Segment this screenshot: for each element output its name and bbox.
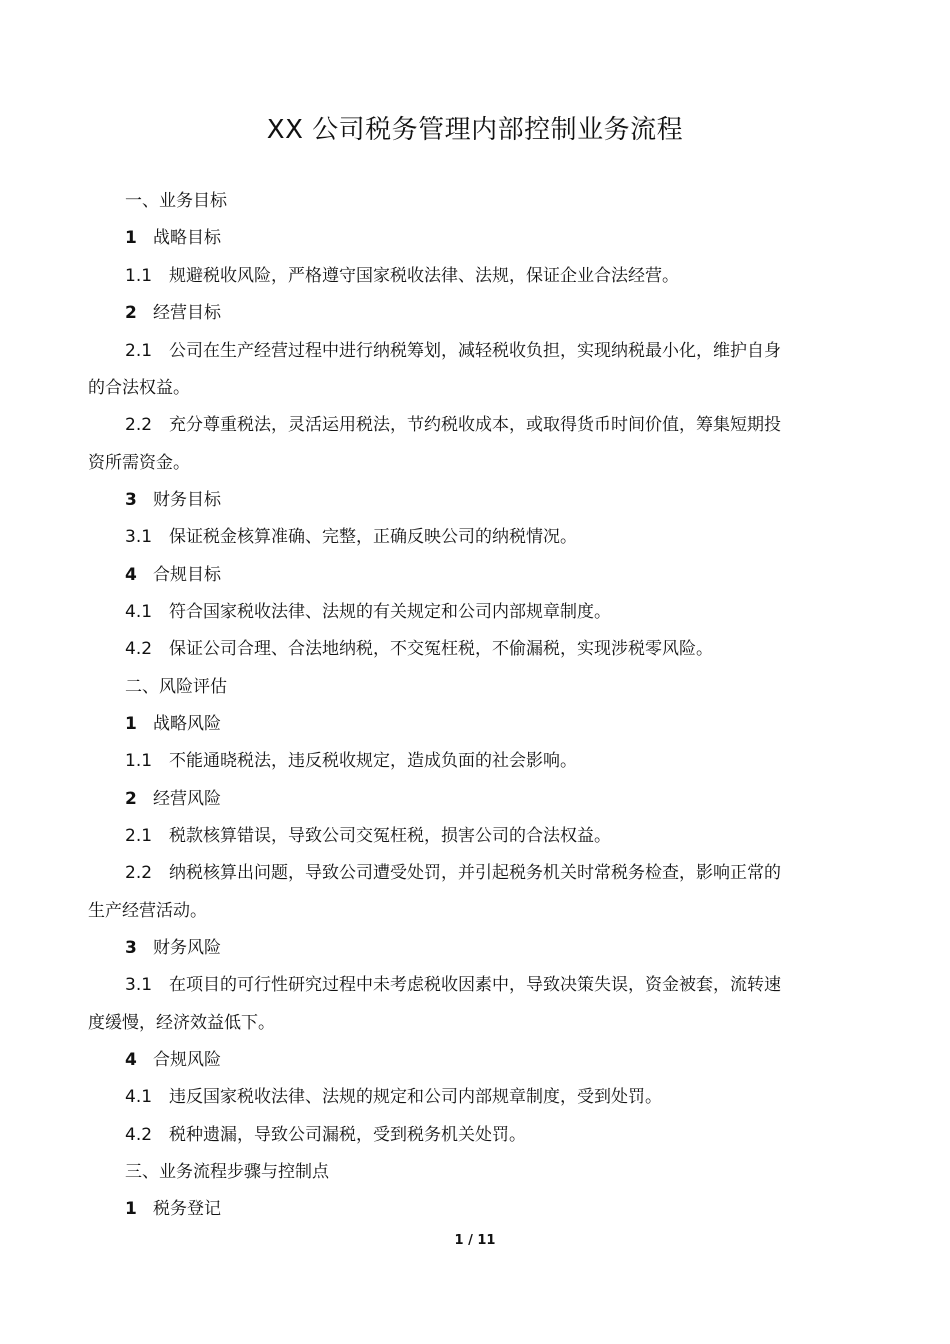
subheading [125,562,221,588]
paragraph [125,524,577,550]
paragraph [125,860,781,886]
subheading [125,225,221,251]
item-number: 3 [125,490,137,510]
section-heading-text: 二、风险评估 [125,677,227,697]
item-number: 4 [125,1050,137,1070]
item-number: 1 [125,228,137,248]
paragraph-continuation [88,1010,275,1036]
section-heading-text: 三、业务流程步骤与控制点 [125,1162,329,1182]
item-number: 2 [125,303,137,323]
item-text: 财务目标 [153,490,221,510]
item-number: 4.2 [125,639,153,659]
item-text: 不能通晓税法，违反税收规定，造成负面的社会影响。 [169,751,577,771]
item-number: 3 [125,938,137,958]
item-text: 的合法权益。 [88,378,190,398]
paragraph [125,636,713,662]
item-text: 经营风险 [153,789,221,809]
page-number: 1 / 11 [454,1233,496,1248]
item-text: 保证税金核算准确、完整，正确反映公司的纳税情况。 [169,527,577,547]
item-number: 4 [125,565,137,585]
paragraph [125,1084,662,1110]
item-text: 在项目的可行性研究过程中未考虑税收因素中，导致决策失误，资金被套，流转速 [169,975,781,995]
item-text: 资所需资金。 [88,453,190,473]
item-text: 符合国家税收法律、法规的有关规定和公司内部规章制度。 [169,602,611,622]
subheading [125,487,221,513]
paragraph [125,412,781,438]
item-text: 纳税核算出问题，导致公司遭受处罚，并引起税务机关时常税务检查，影响正常的 [169,863,781,883]
subheading [125,300,221,326]
subheading [125,1047,221,1073]
item-text: 生产经营活动。 [88,901,207,921]
subheading [125,786,221,812]
item-number: 2 [125,789,137,809]
paragraph [125,823,611,849]
item-number: 4.2 [125,1125,153,1145]
paragraph [125,748,577,774]
paragraph [125,1122,526,1148]
item-number: 2.2 [125,863,153,883]
item-text: 充分尊重税法，灵活运用税法，节约税收成本，或取得货币时间价值，筹集短期投 [169,415,781,435]
paragraph [125,263,679,289]
subheading [125,935,221,961]
document-title: XX 公司税务管理内部控制业务流程 [266,115,684,145]
item-text: 规避税收风险，严格遵守国家税收法律、法规，保证企业合法经营。 [169,266,679,286]
paragraph-continuation [88,898,207,924]
item-number: 1 [125,1199,137,1219]
section-heading [125,674,227,700]
item-text: 税款核算错误，导致公司交冤枉税，损害公司的合法权益。 [169,826,611,846]
item-number: 3.1 [125,527,153,547]
paragraph [125,338,781,364]
item-text: 税种遗漏，导致公司漏税，受到税务机关处罚。 [169,1125,526,1145]
item-text: 公司在生产经营过程中进行纳税筹划，减轻税收负担，实现纳税最小化，维护自身 [169,341,781,361]
item-number: 1.1 [125,751,153,771]
item-text: 战略风险 [153,714,221,734]
paragraph-continuation [88,450,190,476]
subheading [125,1196,221,1222]
paragraph [125,599,611,625]
item-number: 1 [125,714,137,734]
item-text: 违反国家税收法律、法规的规定和公司内部规章制度，受到处罚。 [169,1087,662,1107]
item-number: 4.1 [125,1087,153,1107]
section-heading [125,188,227,214]
item-text: 税务登记 [153,1199,221,1219]
item-text: 合规目标 [153,565,221,585]
item-text: 财务风险 [153,938,221,958]
paragraph-continuation [88,375,190,401]
item-text: 保证公司合理、合法地纳税，不交冤枉税，不偷漏税，实现涉税零风险。 [169,639,713,659]
section-heading [125,1159,329,1185]
item-number: 1.1 [125,266,153,286]
paragraph [125,972,781,998]
item-text: 战略目标 [153,228,221,248]
subheading [125,711,221,737]
item-text: 合规风险 [153,1050,221,1070]
item-number: 4.1 [125,602,153,622]
section-heading-text: 一、业务目标 [125,191,227,211]
item-number: 2.1 [125,341,153,361]
item-number: 2.1 [125,826,153,846]
item-text: 度缓慢，经济效益低下。 [88,1013,275,1033]
item-text: 经营目标 [153,303,221,323]
item-number: 3.1 [125,975,153,995]
item-number: 2.2 [125,415,153,435]
